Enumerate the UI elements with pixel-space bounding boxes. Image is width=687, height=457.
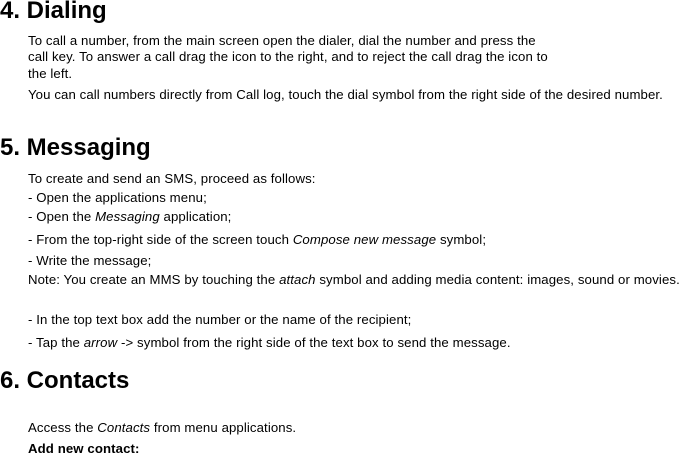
note-text-pre: Note: You create an MMS by touching the [28,272,280,287]
messaging-step-send [28,334,511,351]
messaging-step-write: - Write the message; [28,253,152,268]
heading-messaging: 5. Messaging [0,134,151,161]
heading-contacts: 6. Contacts [0,367,130,394]
step-text-pre: - Tap the [28,335,84,350]
contacts-access [28,419,296,436]
messaging-intro: To create and send an SMS, proceed as follows: [28,171,316,186]
messaging-step-compose [28,231,486,248]
step-text-pre: - From the top-right side of the screen touch [28,232,293,247]
messaging-app-name: Messaging [95,209,160,224]
access-text-post: from menu applications. [150,420,297,435]
dialing-line-3: the left. [28,66,73,81]
dialing-call-log-paragraph: You can call numbers directly from Call log, touch the dial symbol from the right side of the desired number. [28,87,663,102]
heading-dialing: 4. Dialing [0,0,107,24]
attach-symbol-name: attach [279,272,316,287]
step-text-pre: - Open the [28,209,96,224]
messaging-step-open-messaging [28,208,231,225]
access-text-pre: Access the [28,420,98,435]
contacts-add-new-heading: Add new contact: [28,441,140,456]
step-text-post: application; [159,209,232,224]
messaging-step-open-menu: - Open the applications menu; [28,190,207,205]
note-text-post: symbol and adding media content: images, sound or movies. [315,272,680,287]
dialing-line-2: call key. To answer a call drag the icon to the right, and to reject the call drag the icon to [28,49,548,64]
contacts-app-name: Contacts [97,420,151,435]
dialing-line-1: To call a number, from the main screen open the dialer, dial the number and press the [28,33,536,48]
messaging-step-recipient: - In the top text box add the number or the name of the recipient; [28,312,412,327]
step-text-post: -> symbol from the right side of the text box to send the message. [117,335,511,350]
arrow-symbol-name: arrow [83,335,118,350]
messaging-note-mms [28,271,680,288]
step-text-post: symbol; [436,232,487,247]
compose-symbol-name: Compose new message [292,232,437,247]
